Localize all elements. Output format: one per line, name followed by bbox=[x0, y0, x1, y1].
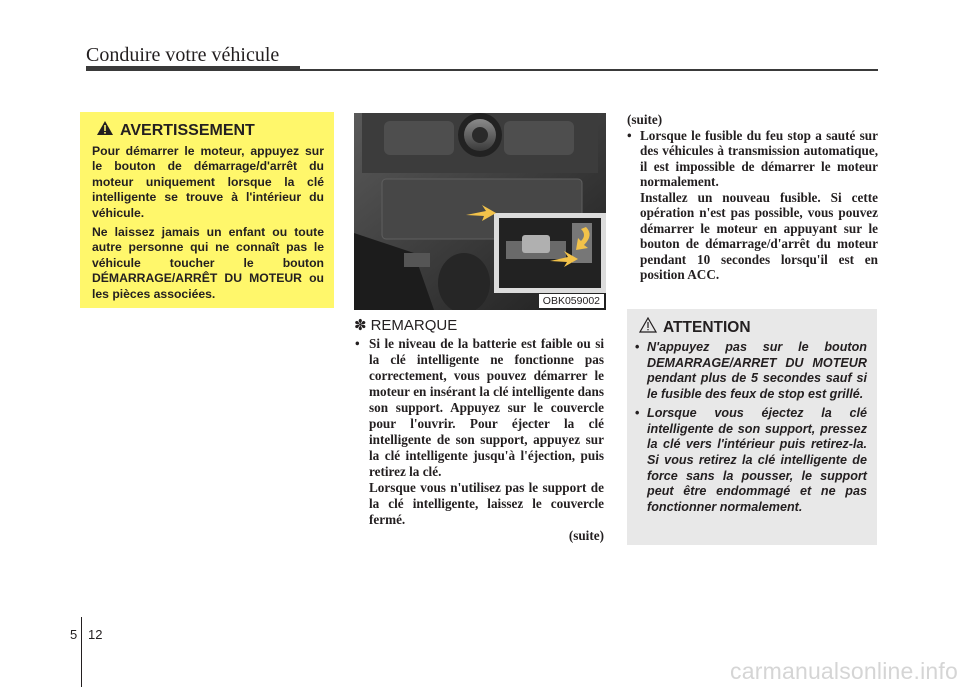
attention-item-text: Lorsque vous éjectez la clé intelligente de son support, pressez la clé vers l'intérieur puis retirez-la. Si vous retirez la clé intelligente de force sans la pousser, le support peut être endommagé et ne pas fonctionner normalement. bbox=[647, 405, 867, 515]
remarque-bullet-text: Lorsque vous n'utilisez pas le support de la clé intelligente, laissez le couvercle fermé. bbox=[369, 480, 604, 527]
header-accent-bar bbox=[86, 66, 300, 71]
remarque-bullet-text: Si le niveau de la batterie est faible ou si la clé intelligente ne fonctionne pas correctement, vous pouvez démarrer le moteur en insérant la clé intelligente dans son support. Appuyez sur le couvercle pour l'ouvrir. Pour éjecter la clé intelligente de son support, appuyez sur la clé intelligente jusqu'à l'éjection, puis retirez la clé. bbox=[369, 336, 604, 479]
smart-key-holder-photo bbox=[354, 113, 606, 310]
attention-item bbox=[635, 406, 867, 516]
remarque-bullet bbox=[354, 336, 604, 528]
remarque-star-icon: ✽ bbox=[354, 317, 367, 334]
photo-caption: OBK059002 bbox=[539, 294, 604, 308]
remarque-title: REMARQUE bbox=[370, 316, 458, 334]
warning-paragraph: Ne laissez jamais un enfant ou toute autre personne qui ne connaît pas le véhicule toucher le bouton DÉMARRAGE/ARRÊT DU MOTEUR ou les pièces associées. bbox=[92, 225, 324, 301]
watermark: carmanualsonline.info bbox=[730, 658, 958, 684]
footer-rule bbox=[81, 617, 82, 687]
remarque-header bbox=[354, 316, 457, 334]
attention-item-text: N'appuyez pas sur le bouton DEMARRAGE/ARRET DU MOTEUR pendant plus de 5 secondes sauf si le fusible des feux de stop est grillé. bbox=[647, 340, 867, 402]
caution-triangle-icon bbox=[639, 317, 657, 338]
page-header-title: Conduire votre véhicule bbox=[86, 44, 280, 66]
bullet-icon: • bbox=[627, 127, 632, 143]
warning-paragraph: Pour démarrer le moteur, appuyez sur le bouton de démarrage/d'arrêt du moteur uniquement lorsque la clé intelligente se trouve à l'intérieur du véhicule. bbox=[92, 144, 324, 220]
attention-title: ATTENTION bbox=[663, 318, 751, 336]
warning-title: AVERTISSEMENT bbox=[120, 121, 255, 139]
attention-box bbox=[627, 309, 877, 545]
remarque-body bbox=[354, 336, 604, 544]
right-bullet-text: Installez un nouveau fusible. Si cette opération n'est pas possible, vous pouvez démarrer le moteur en appuyant sur le bouton de démarrage/d'arrêt du moteur pendant 10 secondes lorsqu'il est en position ACC. bbox=[640, 189, 878, 282]
page-number: 12 bbox=[88, 627, 103, 642]
section-number: 5 bbox=[70, 627, 78, 642]
right-column bbox=[627, 112, 878, 283]
right-continued: (suite) bbox=[627, 112, 663, 127]
bullet-icon: • bbox=[355, 336, 360, 351]
bullet-icon: • bbox=[635, 340, 640, 354]
warning-box bbox=[80, 112, 334, 308]
attention-header bbox=[639, 317, 867, 338]
warning-triangle-icon bbox=[96, 120, 114, 141]
bullet-icon: • bbox=[635, 405, 640, 420]
right-bullet bbox=[627, 128, 878, 283]
right-bullet-text: Lorsque le fusible du feu stop a sauté sur des véhicules à transmission automatique, il est impossible de démarrer le moteur normalement. bbox=[640, 127, 878, 189]
remarque-continued: (suite) bbox=[568, 528, 604, 543]
warning-header bbox=[96, 120, 324, 141]
attention-item bbox=[635, 340, 867, 403]
